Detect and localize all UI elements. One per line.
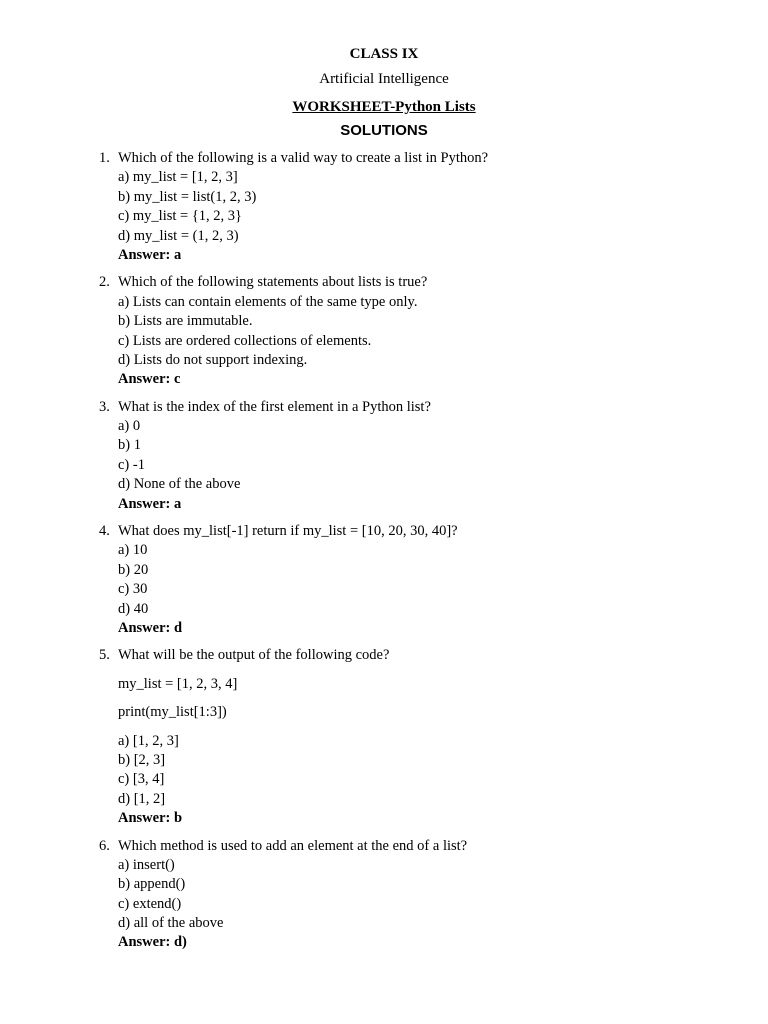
option-c: c) extend() (118, 895, 182, 912)
question-text: Which of the following statements about lists is true? (118, 274, 428, 291)
question-6 (0, 837, 768, 953)
question-4 (0, 522, 768, 638)
question-text: What is the index of the first element in a Python list? (118, 398, 431, 415)
subject-title: Artificial Intelligence (319, 71, 449, 87)
option-a: a) [1, 2, 3] (118, 732, 179, 749)
question-line (0, 522, 768, 541)
option-a: a) my_list = [1, 2, 3] (118, 169, 238, 186)
option-d: d) None of the above (118, 476, 241, 493)
option-b: b) append() (118, 876, 186, 893)
answer-text: Answer: d) (118, 934, 187, 951)
question-number: 4. (99, 523, 110, 540)
question-3 (0, 398, 768, 514)
answer-text: Answer: b (118, 810, 183, 827)
question-2 (0, 273, 768, 389)
option-d: d) Lists do not support indexing. (118, 351, 308, 368)
question-text: What will be the output of the following code? (118, 647, 390, 664)
question-list (0, 149, 768, 961)
option-b: b) 1 (118, 437, 141, 454)
question-text: What does my_list[-1] return if my_list = [10, 20, 30, 40]? (118, 523, 458, 540)
question-line (0, 149, 768, 168)
option-b: b) Lists are immutable. (118, 313, 253, 330)
question-text: Which of the following is a valid way to create a list in Python? (118, 150, 489, 166)
option-b: b) [2, 3] (118, 751, 166, 768)
option-c: c) -1 (118, 456, 145, 473)
class-title: CLASS IX (349, 46, 419, 62)
option-c: c) [3, 4] (118, 771, 165, 788)
option-a: a) 10 (118, 542, 148, 559)
question-line (0, 837, 768, 856)
question-5 (0, 646, 768, 828)
option-a: a) 0 (118, 418, 141, 435)
option-b: b) 20 (118, 561, 149, 578)
code-line-2: print(my_list[1:3]) (118, 704, 227, 721)
option-a: a) Lists can contain elements of the same type only. (118, 293, 418, 310)
question-number: 3. (99, 398, 110, 415)
option-d: d) my_list = (1, 2, 3) (118, 227, 239, 244)
option-c: c) my_list = {1, 2, 3} (118, 208, 242, 225)
option-c: c) Lists are ordered collections of elements. (118, 332, 372, 349)
question-1 (0, 149, 768, 265)
option-d: d) [1, 2] (118, 790, 166, 807)
answer-text: Answer: d (118, 619, 183, 636)
answer-text: Answer: a (118, 246, 182, 263)
option-d: d) 40 (118, 600, 149, 617)
question-number: 6. (99, 837, 110, 854)
question-line (0, 398, 768, 417)
option-c: c) 30 (118, 581, 148, 598)
worksheet-title: WORKSHEET-Python Lists (292, 99, 476, 115)
option-a: a) insert() (118, 856, 175, 873)
answer-text: Answer: c (118, 371, 181, 388)
answer-text: Answer: a (118, 495, 182, 512)
question-number: 5. (99, 647, 110, 664)
question-number: 2. (99, 274, 110, 291)
question-line (0, 646, 768, 665)
option-d: d) all of the above (118, 915, 224, 932)
option-b: b) my_list = list(1, 2, 3) (118, 188, 257, 205)
question-number: 1. (99, 150, 110, 166)
code-line-1: my_list = [1, 2, 3, 4] (118, 675, 238, 692)
question-line (0, 273, 768, 292)
question-text: Which method is used to add an element at the end of a list? (118, 837, 468, 854)
solutions-heading: SOLUTIONS (340, 122, 428, 139)
